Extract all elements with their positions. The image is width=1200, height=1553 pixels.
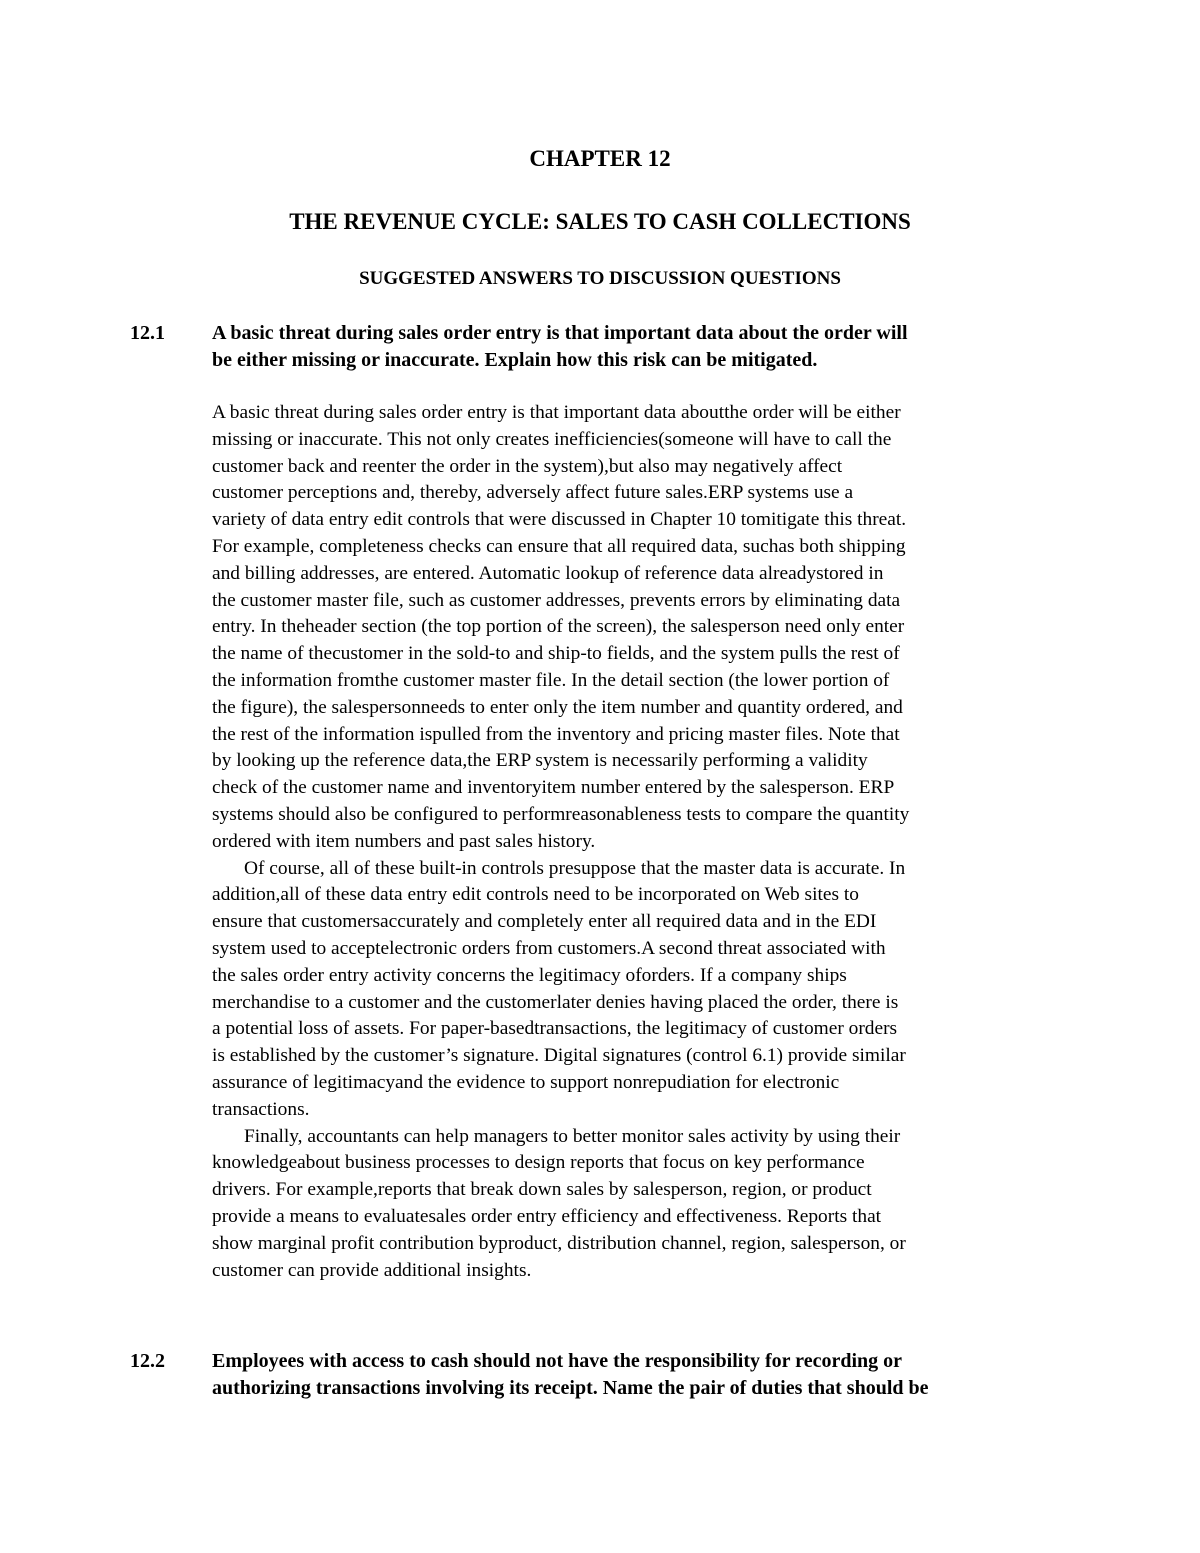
question-number: 12.2 (130, 1350, 165, 1372)
answer-line: Finally, accountants can help managers to better monitor sales activity by using their (244, 1125, 901, 1147)
answer-line: missing or inaccurate. This not only creates inefficiencies(someone will have to call the (212, 428, 892, 450)
answer-line: by looking up the reference data,the ERP system is necessarily performing a validity (212, 750, 868, 772)
answer-line: assurance of legitimacyand the evidence to support nonrepudiation for electronic (212, 1071, 840, 1093)
answer-line: ensure that customersaccurately and completely enter all required data and in the EDI (212, 911, 877, 933)
question-text (212, 1348, 1072, 1402)
question-line: A basic threat during sales order entry is that important data about the order will (212, 322, 908, 344)
answer-line: show marginal profit contribution byproduct, distribution channel, region, salesperson, or (212, 1232, 906, 1254)
answer-line: customer back and reenter the order in the system),but also may negatively affect (212, 455, 843, 477)
answer-line: addition,all of these data entry edit controls need to be incorporated on Web sites to (212, 884, 859, 906)
answer-line: drivers. For example,reports that break down sales by salesperson, region, or product (212, 1179, 872, 1201)
question-line: be either missing or inaccurate. Explain how this risk can be mitigated. (212, 349, 818, 371)
answer-line: customer can provide additional insights. (212, 1259, 532, 1281)
answer-line: merchandise to a customer and the customerlater denies having placed the order, there is (212, 991, 899, 1013)
question-line: authorizing transactions involving its receipt. Name the pair of duties that should be (212, 1377, 929, 1399)
answer-line: the figure), the salespersonneeds to enter only the item number and quantity ordered, and (212, 696, 903, 718)
answer-line: the information fromthe customer master file. In the detail section (the lower portion of (212, 669, 890, 691)
answer-line: the rest of the information ispulled from the inventory and pricing master files. Note that (212, 723, 900, 745)
answer-text (212, 400, 1082, 1284)
answer-line: systems should also be configured to performreasonableness tests to compare the quantity (212, 803, 910, 825)
answer-line: A basic threat during sales order entry is that important data aboutthe order will be either (212, 402, 901, 423)
answer-line: provide a means to evaluatesales order entry efficiency and effectiveness. Reports that (212, 1205, 882, 1227)
answer-line: is established by the customer’s signature. Digital signatures (control 6.1) provide similar (212, 1045, 906, 1067)
answer-line: the customer master file, such as customer addresses, prevents errors by eliminating data (212, 589, 901, 611)
answer-line: For example, completeness checks can ensure that all required data, suchas both shipping (212, 535, 906, 557)
answer-line: a potential loss of assets. For paper-basedtransactions, the legitimacy of customer orders (212, 1018, 898, 1040)
answer-line: the name of thecustomer in the sold-to and ship-to fields, and the system pulls the rest of (212, 643, 900, 665)
answer-line: check of the customer name and inventoryitem number entered by the salesperson. ERP (212, 777, 895, 799)
answer-line: entry. In theheader section (the top portion of the screen), the salesperson need only enter (212, 616, 905, 638)
question-number: 12.1 (130, 322, 165, 344)
answer-line: ordered with item numbers and past sales history. (212, 830, 596, 852)
answer-line: system used to acceptelectronic orders from customers.A second threat associated with (212, 937, 886, 959)
question-text (212, 320, 1072, 374)
answer-line: variety of data entry edit controls that were discussed in Chapter 10 tomitigate this threat. (212, 509, 907, 531)
answer-line: knowledgeabout business processes to design reports that focus on key performance (212, 1152, 865, 1174)
answer-line: Of course, all of these built-in controls presuppose that the master data is accurate. In (244, 857, 906, 879)
section-heading: SUGGESTED ANSWERS TO DISCUSSION QUESTIONS (359, 268, 841, 289)
answer-line: customer perceptions and, thereby, adversely affect future sales.ERP systems use a (212, 482, 854, 504)
answer-line: the sales order entry activity concerns the legitimacy oforders. If a company ships (212, 964, 847, 986)
answer-line: transactions. (212, 1098, 310, 1120)
answer-line: and billing addresses, are entered. Automatic lookup of reference data alreadystored in (212, 562, 884, 584)
chapter-heading: CHAPTER 12 (529, 146, 671, 171)
question-line: Employees with access to cash should not have the responsibility for recording or (212, 1350, 903, 1372)
chapter-title: THE REVENUE CYCLE: SALES TO CASH COLLECTIONS (289, 209, 911, 234)
